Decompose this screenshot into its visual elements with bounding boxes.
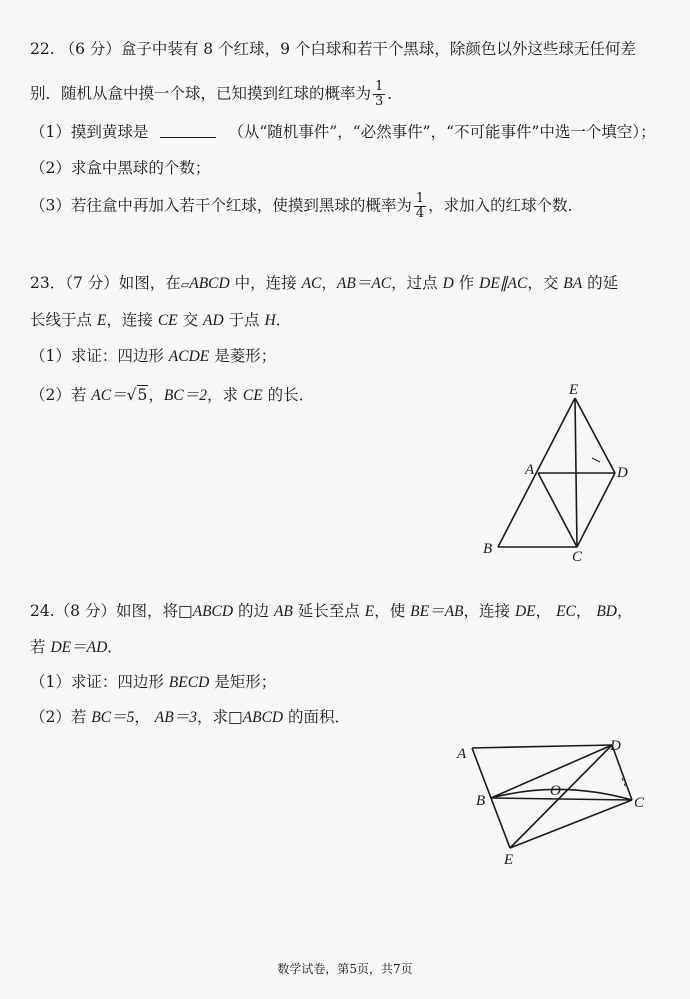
edge-DC <box>577 473 615 547</box>
label-C: C <box>634 795 645 811</box>
q24-line-1: 24.（8 分）如图，将□ABCD 的边 AB 延长至点 E，使 BE＝AB，连接 DE， EC， BD， <box>30 602 633 620</box>
q24-line-2: 若 DE＝AD． <box>30 638 123 656</box>
edge-BC <box>491 798 632 800</box>
edge-ED <box>575 398 615 473</box>
edge-DE <box>510 745 612 848</box>
q23-line-1: 23．（7 分）如图，在▱ABCD 中，连接 AC，AB＝AC，过点 D 作 DE∥AC，交 BA 的延 <box>30 274 619 292</box>
q24-part-1: （1）求证：四边形 BECD 是矩形； <box>30 673 277 691</box>
q23-figure <box>470 380 650 570</box>
label-B: B <box>483 541 493 557</box>
label-O: O <box>550 783 561 799</box>
q23-part-1: （1）求证：四边形 ACDE 是菱形； <box>30 347 277 365</box>
q22-part-1: （1）摸到黄球是 （从“随机事件”，“必然事件”，“不可能事件”中选一个填空）； <box>30 123 656 141</box>
q22-part-2: （2）求盒中黑球的个数； <box>30 159 211 177</box>
q24-figure <box>450 730 660 870</box>
q22-part-3: （3）若往盒中再加入若干个红球，使摸到黑球的概率为 $\frac{1}{4}$ ，求加入的红球个数． <box>30 191 584 221</box>
label-C: C <box>572 549 583 565</box>
prob-black-fraction: $\frac{1}{4}$ <box>415 191 425 221</box>
q22-line-2: 别．随机从盒中摸一个球，已知摸到红球的概率为 $\frac{1}{3}$ ． <box>30 79 403 109</box>
label-D: D <box>617 465 628 481</box>
q22-header: 22. （6 分） <box>30 40 121 58</box>
q24-part-2: （2）若 BC＝5， AB＝3，求□ABCD 的面积． <box>30 708 351 726</box>
label-A: A <box>525 462 535 478</box>
q23-part-2: （2）若 AC＝√5，BC＝2，求 CE 的长． <box>30 386 315 404</box>
label-E: E <box>569 382 579 398</box>
edge-AD <box>472 745 612 748</box>
edge-EC <box>510 800 632 848</box>
mark <box>592 458 600 462</box>
page-footer: 数学试卷，第5页，共7页 <box>277 962 413 976</box>
prob-red-fraction: $\frac{1}{3}$ <box>375 79 384 109</box>
label-A: A <box>457 746 467 762</box>
label-D: D <box>610 738 621 754</box>
q22-line-1: 22. （6 分）盒子中装有 8 个红球，9 个白球和若干个黑球，除颜色以外这些球无任何差 <box>30 40 636 58</box>
q23-line-2: 长线于点 E，连接 CE 交 AD 于点 H． <box>30 311 292 329</box>
label-E: E <box>504 852 514 868</box>
edge-AC <box>538 473 577 547</box>
answer-blank[interactable] <box>160 123 216 138</box>
label-B: B <box>476 793 486 809</box>
